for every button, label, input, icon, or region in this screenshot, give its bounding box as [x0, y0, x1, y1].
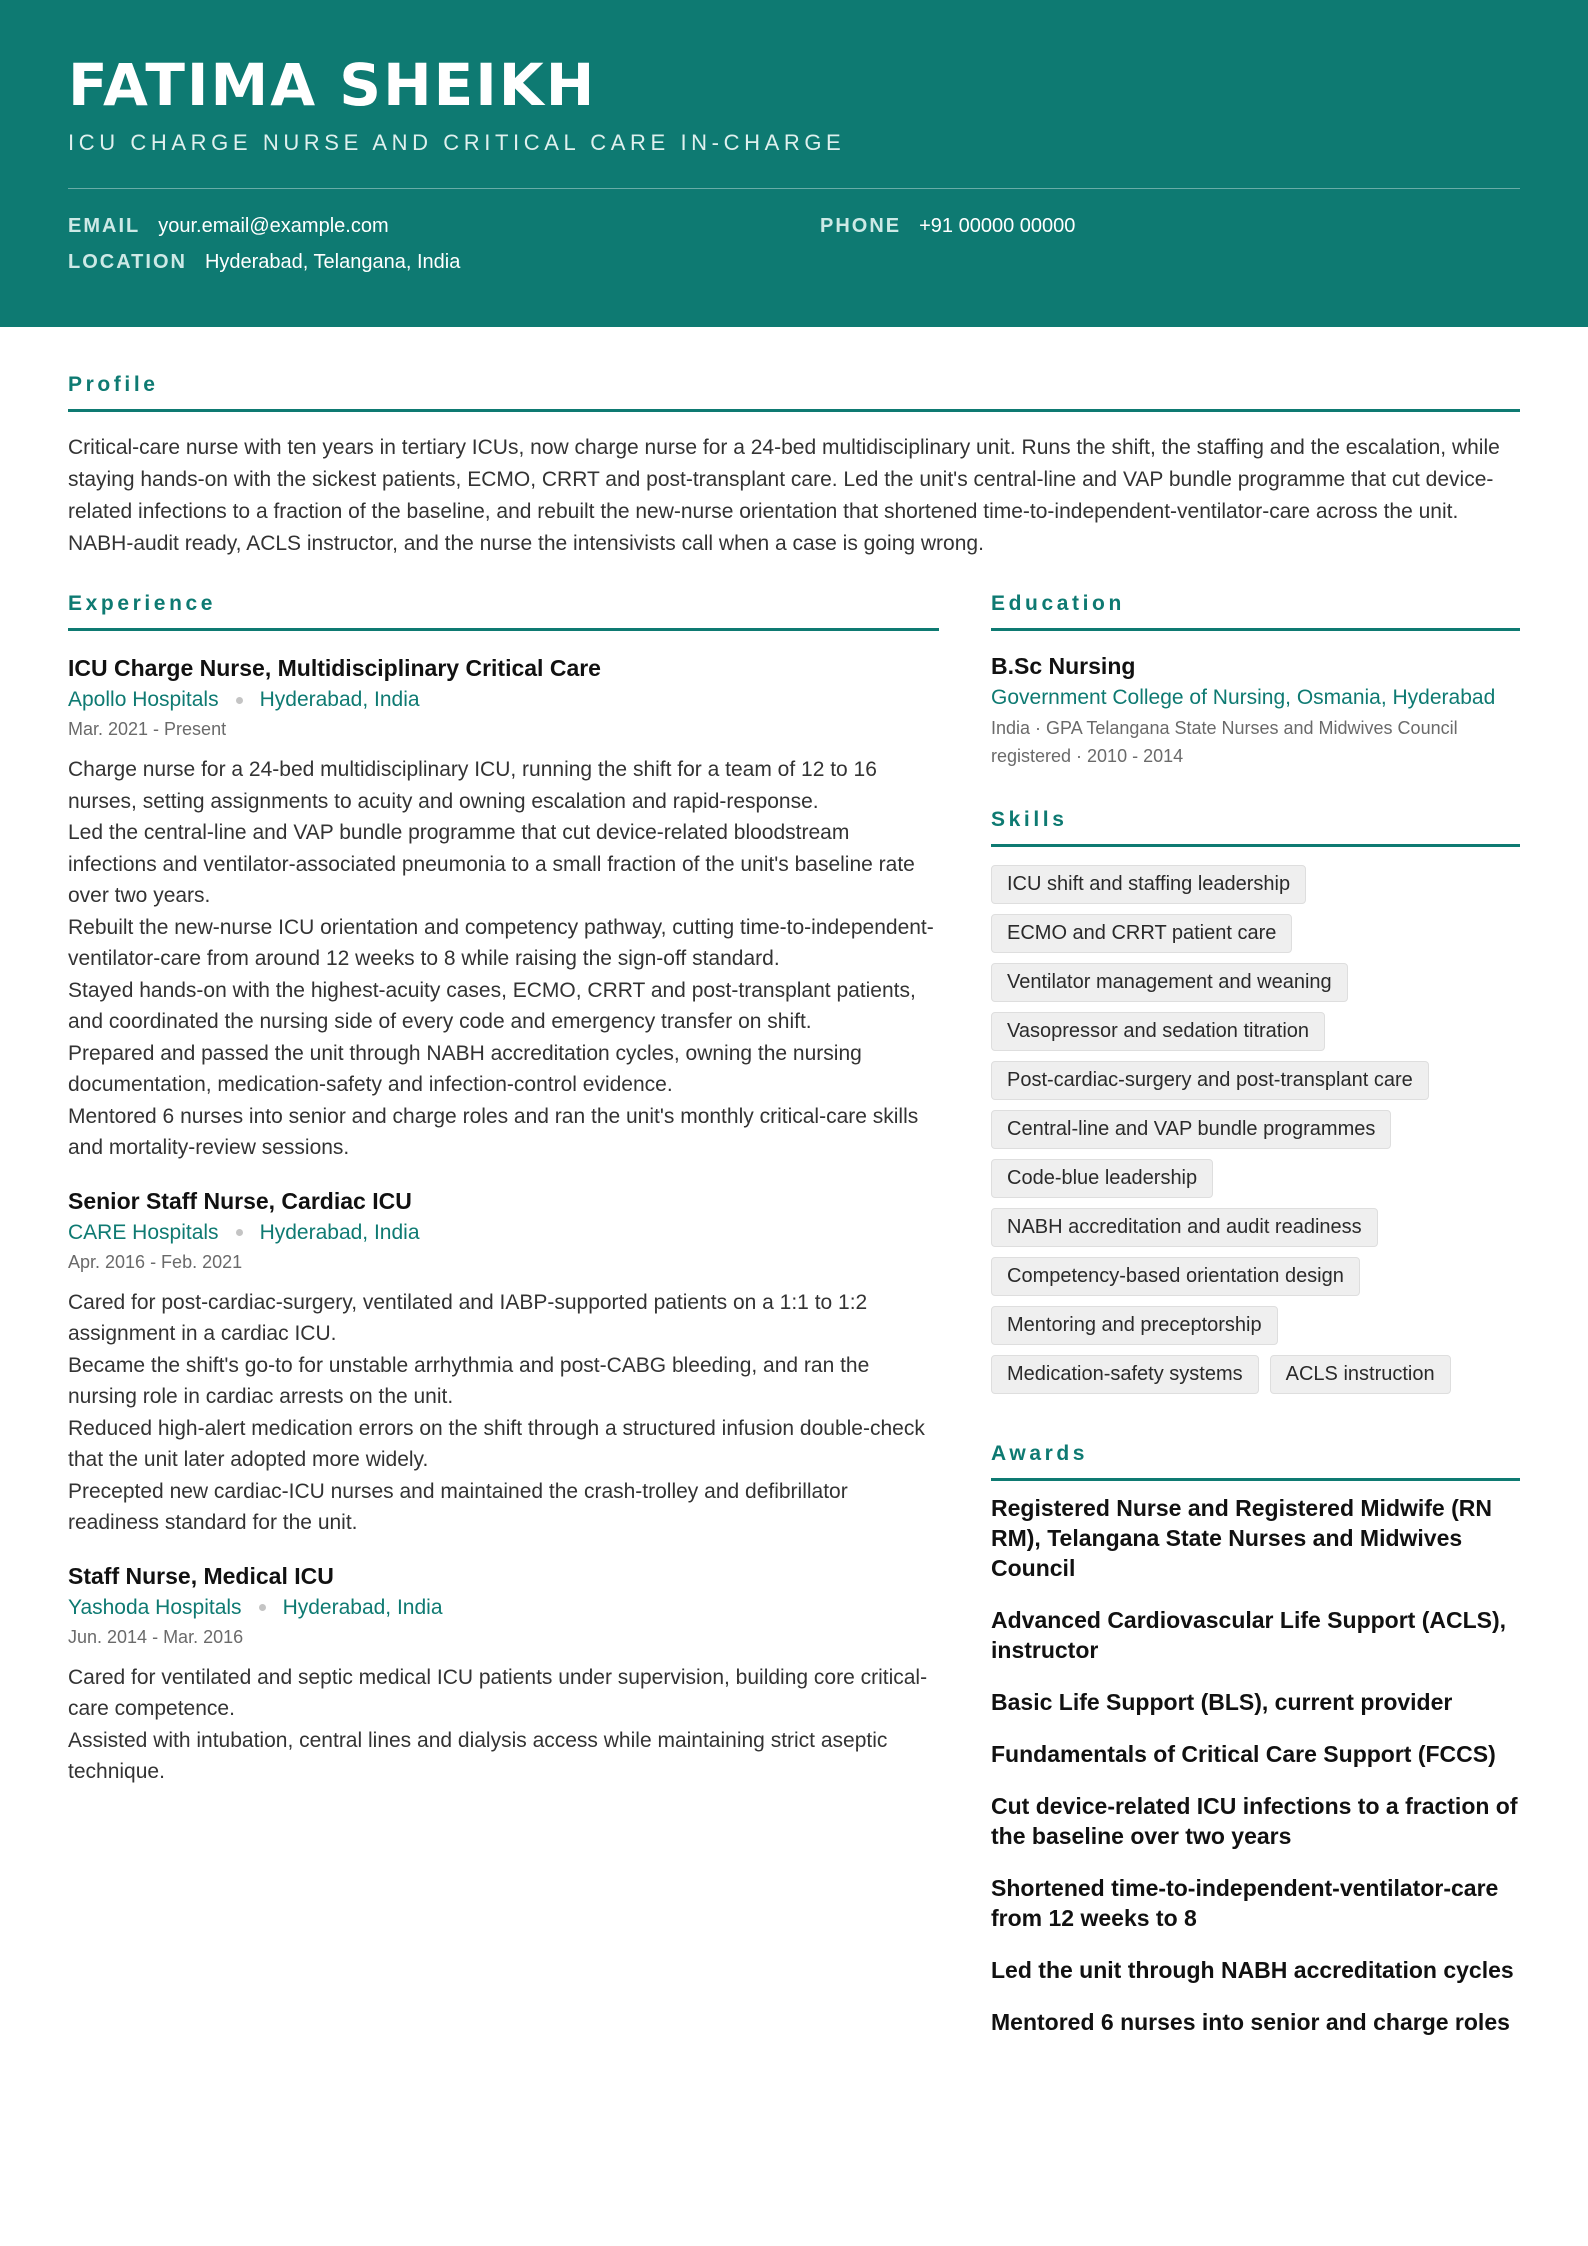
profile-heading: Profile [68, 373, 1520, 412]
job-bullet: Reduced high-alert medication errors on the shift through a structured infusion double-check that the unit later adopted more widely. [68, 1416, 925, 1471]
award-item: Advanced Cardiovascular Life Support (ACLS), instructor [991, 1607, 1507, 1663]
job-bullet: Became the shift's go-to for unstable arrhythmia and post-CABG bleeding, and ran the nursing role in cardiac arrests on the unit. [68, 1353, 870, 1408]
job-bullet: Prepared and passed the unit through NABH accreditation cycles, owning the nursing documentation, medication-safety and infection-control evidence. [68, 1041, 862, 1096]
award-item: Cut device-related ICU infections to a fraction of the baseline over two years [991, 1793, 1518, 1849]
skill-tag: NABH accreditation and audit readiness [991, 1208, 1378, 1247]
skills-list [991, 865, 1520, 1394]
profile-section [68, 373, 1520, 560]
education-heading: Education [991, 592, 1520, 631]
skill-tag: ICU shift and staffing leadership [991, 865, 1306, 904]
job-title: ICU Charge Nurse, Multidisciplinary Critical Care [68, 655, 601, 681]
job-bullet: Charge nurse for a 24-bed multidisciplinary ICU, running the shift for a team of 12 to 16 nurses, setting assignments to acuity and owning escalation and rapid-response. [68, 758, 877, 813]
contact-block [68, 213, 1520, 293]
award-item: Basic Life Support (BLS), current provider [991, 1689, 1453, 1715]
job-meta [68, 1219, 939, 1247]
award-item: Registered Nurse and Registered Midwife (RN RM), Telangana State Nurses and Midwives Council [991, 1495, 1492, 1581]
job-dates: Jun. 2014 - Mar. 2016 [68, 1626, 244, 1647]
sidebar-column [991, 592, 1520, 2037]
job-dates: Mar. 2021 - Present [68, 719, 227, 739]
job-bullet: Cared for ventilated and septic medical ICU patients under supervision, building core critical-care competence. [68, 1665, 928, 1720]
job-bullets [68, 1287, 939, 1539]
separator-dot [259, 1604, 266, 1611]
job-title: Senior Staff Nurse, Cardiac ICU [68, 1187, 412, 1214]
location-value: Hyderabad, Telangana, India [204, 251, 461, 273]
award-item: Led the unit through NABH accreditation cycles [991, 1957, 1514, 1983]
location-label: LOCATION [68, 251, 187, 273]
header-divider [68, 188, 1520, 189]
skill-tag: Mentoring and preceptorship [991, 1306, 1278, 1345]
award-item: Mentored 6 nurses into senior and charge roles [991, 2009, 1510, 2035]
job-location: Hyderabad, India [259, 688, 420, 711]
separator-dot [236, 1229, 243, 1236]
skill-tag: ACLS instruction [1270, 1355, 1451, 1394]
skill-tag: Vasopressor and sedation titration [991, 1012, 1325, 1051]
job-bullet: Precepted new cardiac-ICU nurses and maintained the crash-trolley and defibrillator readiness standard for the unit. [68, 1479, 848, 1534]
awards-heading: Awards [991, 1442, 1520, 1481]
job-bullet: Led the central-line and VAP bundle programme that cut device-related bloodstream infections and ventilator-associated pneumonia to a small fraction of the unit's baseline rate over two years. [68, 821, 915, 907]
skill-tag: ECMO and CRRT patient care [991, 914, 1292, 953]
job-bullets [68, 754, 939, 1164]
experience-heading: Experience [68, 592, 939, 631]
job-entry [68, 1186, 939, 1539]
experience-section [68, 592, 939, 1788]
job-meta [68, 1594, 939, 1622]
job-employer: Apollo Hospitals [68, 688, 219, 711]
job-employer: Yashoda Hospitals [68, 1595, 242, 1619]
job-bullet: Rebuilt the new-nurse ICU orientation and competency pathway, cutting time-to-independent-ventilator-care from around 12 weeks to 8 while raising the sign-off standard. [68, 915, 934, 970]
candidate-name: FATIMA SHEIKH [68, 51, 597, 119]
skill-tag: Post-cardiac-surgery and post-transplant care [991, 1061, 1429, 1100]
skill-tag: Code-blue leadership [991, 1159, 1213, 1198]
skill-tag: Medication-safety systems [991, 1355, 1259, 1394]
job-bullets [68, 1662, 939, 1788]
skill-tag: Ventilator management and weaning [991, 963, 1348, 1002]
job-entry [68, 1561, 939, 1788]
two-column-layout [68, 592, 1520, 2246]
email-label: EMAIL [68, 215, 141, 237]
phone-label: PHONE [820, 215, 902, 237]
job-bullet: Assisted with intubation, central lines and dialysis access while maintaining strict aseptic technique. [68, 1728, 888, 1783]
job-bullet: Mentored 6 nurses into senior and charge roles and ran the unit's monthly critical-care skills and mortality-review sessions. [68, 1104, 919, 1159]
job-bullet: Cared for post-cardiac-surgery, ventilated and IABP-supported patients on a 1:1 to 1:2 assignment in a cardiac ICU. [68, 1290, 868, 1345]
contact-email [68, 213, 389, 239]
candidate-title: ICU CHARGE NURSE AND CRITICAL CARE IN-CHARGE [68, 130, 846, 155]
job-employer: CARE Hospitals [68, 1220, 219, 1244]
skills-heading: Skills [991, 808, 1520, 847]
job-location: Hyderabad, India [259, 1220, 420, 1244]
email-value[interactable]: your.email@example.com [158, 215, 389, 237]
job-location: Hyderabad, India [282, 1595, 443, 1619]
separator-dot [236, 697, 243, 704]
job-title: Staff Nurse, Medical ICU [68, 1562, 334, 1589]
job-bullet: Stayed hands-on with the highest-acuity cases, ECMO, CRRT and post-transplant patients, and coordinated the nursing side of every code and emergency transfer on shift. [68, 978, 916, 1033]
contact-phone [820, 213, 1075, 239]
contact-location [68, 249, 460, 275]
resume-body [0, 373, 1588, 2246]
resume-header [0, 0, 1588, 327]
awards-list [991, 1493, 1520, 2037]
skill-tag: Competency-based orientation design [991, 1257, 1360, 1296]
job-entry [68, 653, 939, 1164]
education-details: India · GPA Telangana State Nurses and Midwives Council registered · 2010 - 2014 [991, 718, 1458, 766]
job-meta [68, 686, 939, 714]
phone-value[interactable]: +91 00000 00000 [919, 215, 1076, 237]
education-degree: B.Sc Nursing [991, 653, 1136, 679]
education-school: Government College of Nursing, Osmania, Hyderabad [991, 686, 1496, 709]
award-item: Fundamentals of Critical Care Support (FCCS) [991, 1741, 1496, 1767]
award-item: Shortened time-to-independent-ventilator-care from 12 weeks to 8 [991, 1875, 1499, 1931]
job-dates: Apr. 2016 - Feb. 2021 [68, 1251, 243, 1272]
skill-tag: Central-line and VAP bundle programmes [991, 1110, 1391, 1149]
profile-summary: Critical-care nurse with ten years in tertiary ICUs, now charge nurse for a 24-bed multidisciplinary unit. Runs the shift, the staffing and the escalation, while staying hands-on with the sickest patients, ECMO, CRRT and post-transplant care. Led the unit's central-line and VAP bundle programme that cut device-related infections to a fraction of the baseline, and rebuilt the new-nurse orientation that shortened time-to-independent-ventilator-care across the unit. NABH-audit ready, ACLS instructor, and the nurse the intensivists call when a case is going wrong. [68, 436, 1500, 555]
